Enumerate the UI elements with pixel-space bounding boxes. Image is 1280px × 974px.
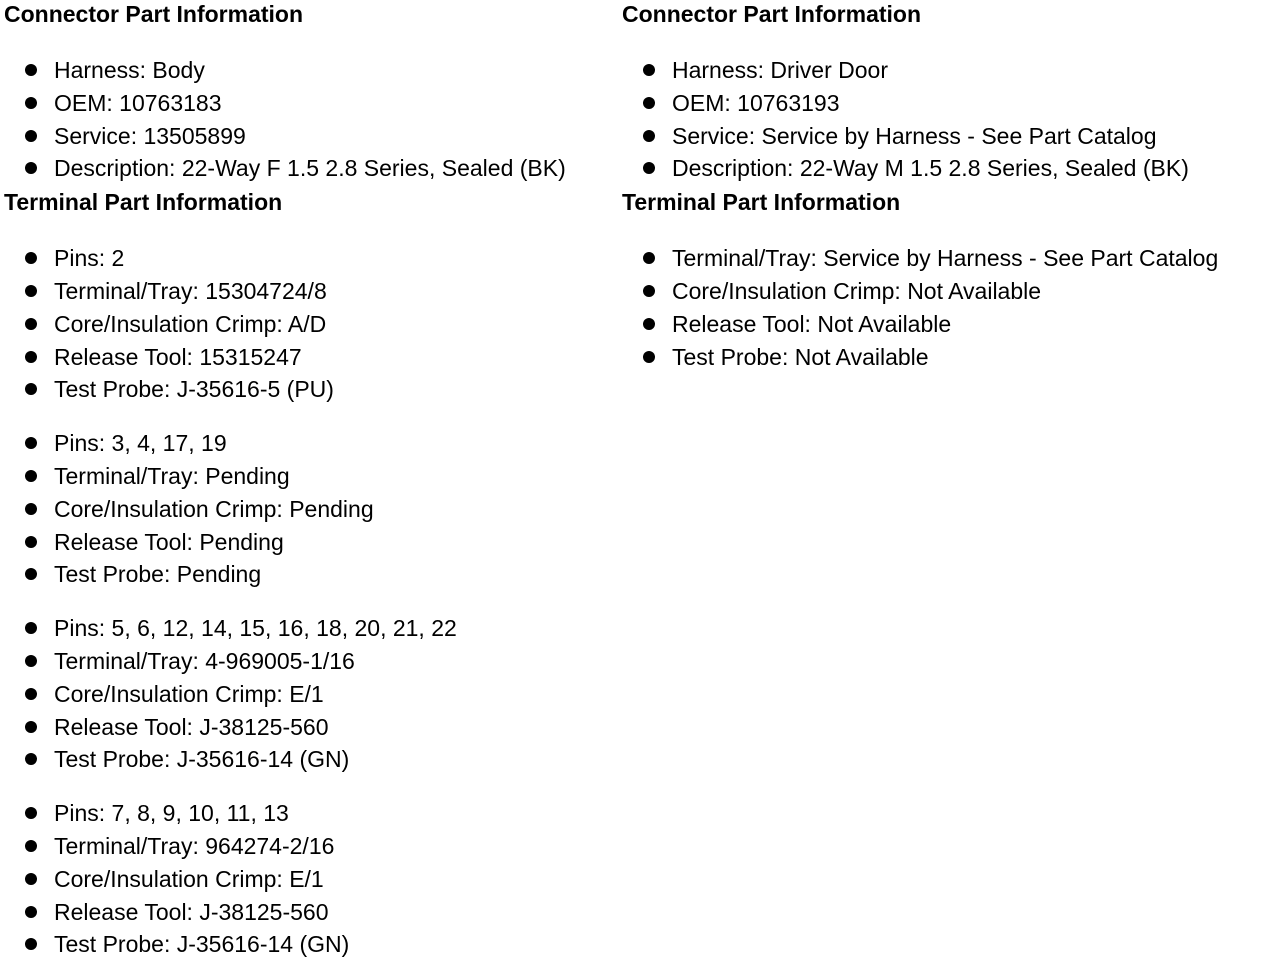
list-item: Description: 22-Way M 1.5 2.8 Series, Sealed (BK) (622, 152, 1280, 185)
terminal-heading: Terminal Part Information (622, 189, 901, 216)
list-item: Pins: 3, 4, 17, 19 (4, 427, 616, 460)
list-item: Pins: 5, 6, 12, 14, 15, 16, 18, 20, 21, 22 (4, 612, 616, 645)
connector-heading: Connector Part Information (4, 1, 304, 27)
list-item: Core/Insulation Crimp: Not Available (622, 275, 1280, 308)
list-item: Release Tool: J-38125-560 (4, 711, 616, 744)
terminal-group-3 (4, 612, 616, 776)
list-item: Core/Insulation Crimp: E/1 (4, 863, 616, 896)
list-item: Core/Insulation Crimp: A/D (4, 308, 616, 341)
list-item: Pins: 7, 8, 9, 10, 11, 13 (4, 797, 616, 830)
list-item: Description: 22-Way F 1.5 2.8 Series, Sealed (BK) (4, 152, 616, 185)
list-item: Test Probe: J-35616-14 (GN) (4, 743, 616, 776)
terminal-group-4 (4, 797, 616, 961)
list-item: Release Tool: Not Available (622, 308, 1280, 341)
list-item: OEM: 10763193 (622, 87, 1280, 120)
connector-heading: Connector Part Information (622, 1, 922, 27)
list-item: Harness: Body (4, 54, 616, 87)
list-item: Terminal/Tray: 15304724/8 (4, 275, 616, 308)
list-item: Test Probe: J-35616-5 (PU) (4, 373, 616, 406)
list-item: Test Probe: J-35616-14 (GN) (4, 928, 616, 961)
connector-info-list (622, 54, 1280, 185)
list-item: Release Tool: Pending (4, 526, 616, 559)
list-item: Test Probe: Pending (4, 558, 616, 591)
list-item: Terminal/Tray: 964274-2/16 (4, 830, 616, 863)
terminal-group-1 (622, 242, 1280, 373)
list-item: Pins: 2 (4, 242, 616, 275)
list-item: Terminal/Tray: 4-969005-1/16 (4, 645, 616, 678)
list-item: OEM: 10763183 (4, 87, 616, 120)
list-item: Service: 13505899 (4, 120, 616, 153)
list-item: Terminal/Tray: Pending (4, 460, 616, 493)
list-item: Release Tool: 15315247 (4, 341, 616, 374)
list-item: Core/Insulation Crimp: E/1 (4, 678, 616, 711)
list-item: Release Tool: J-38125-560 (4, 896, 616, 929)
list-item: Service: Service by Harness - See Part Catalog (622, 120, 1280, 153)
connector-info-list (4, 54, 616, 185)
terminal-group-1 (4, 242, 616, 406)
left-column (4, 0, 616, 961)
right-column (622, 0, 1280, 373)
list-item: Test Probe: Not Available (622, 341, 1280, 374)
list-item: Harness: Driver Door (622, 54, 1280, 87)
list-item: Terminal/Tray: Service by Harness - See Part Catalog (622, 242, 1280, 275)
list-item: Core/Insulation Crimp: Pending (4, 493, 616, 526)
terminal-group-2 (4, 427, 616, 591)
terminal-heading: Terminal Part Information (4, 189, 283, 216)
